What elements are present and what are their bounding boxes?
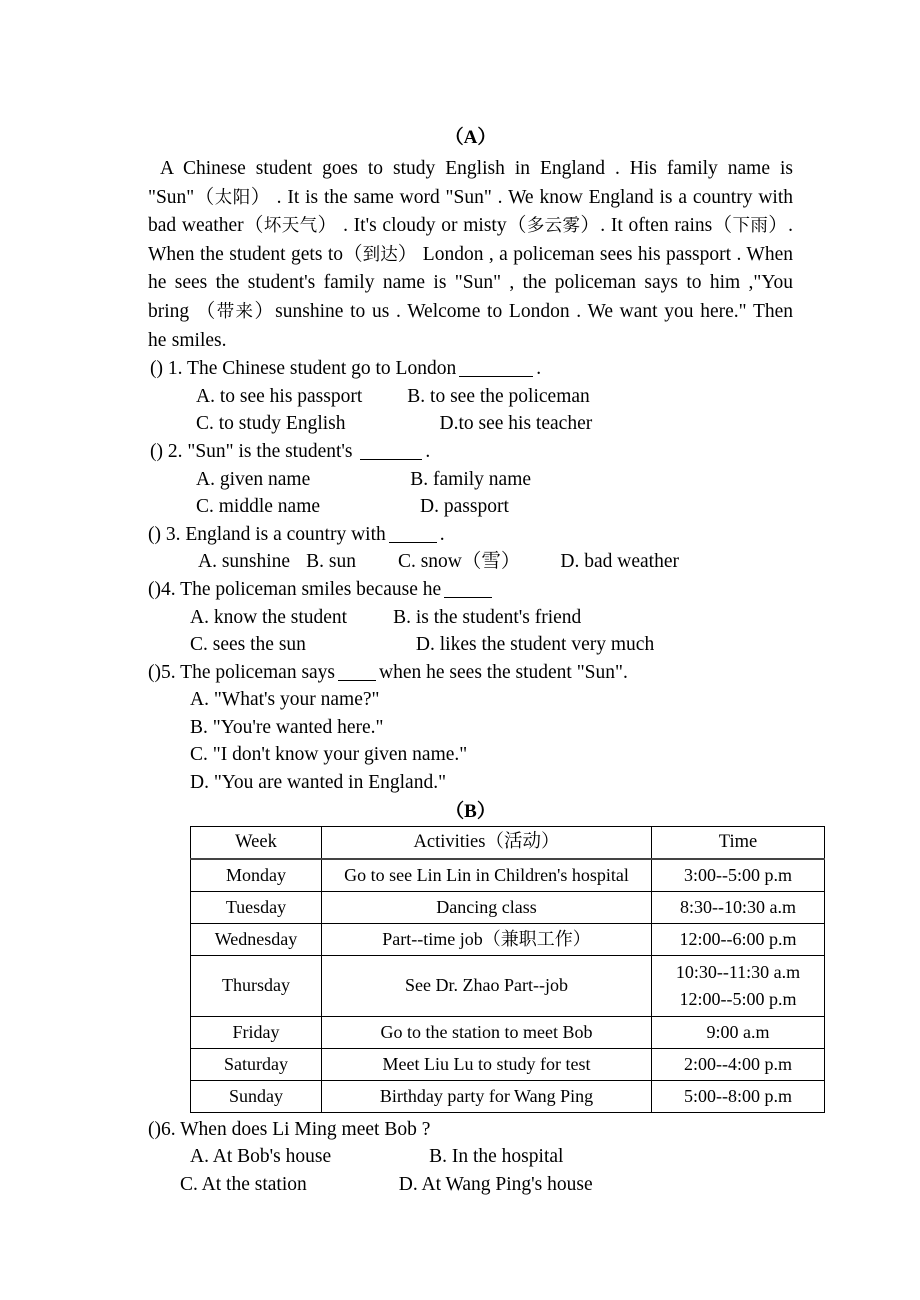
cell-day: Sunday (191, 1080, 322, 1112)
table-row (191, 1080, 825, 1112)
question-2-options-row-2 (148, 493, 793, 521)
option-2-A[interactable]: A. given name (196, 468, 311, 490)
table-row (191, 1016, 825, 1048)
cell-time (652, 955, 825, 1016)
question-5-blank[interactable] (338, 680, 376, 681)
passage-seg: ） . It's cloudy or misty（ (317, 215, 527, 237)
table-row (191, 891, 825, 923)
question-3-stem (148, 521, 793, 549)
question-1-blank[interactable] (459, 376, 533, 377)
cell-day: Monday (191, 859, 322, 892)
passage-seg: ）. It often rains（ (580, 215, 733, 237)
table-header-row (191, 826, 825, 859)
question-1-text: The Chinese student go to London (187, 358, 457, 380)
cell-time-line-2: 12:00--5:00 p.m (679, 988, 797, 1009)
question-2-number: 2. (167, 440, 183, 462)
question-5-tail: when he sees the student "Sun". (379, 661, 628, 683)
cell-day: Thursday (191, 955, 322, 1016)
table-row (191, 955, 825, 1016)
passage-gloss-huaitianqi: 坏天气 (263, 216, 318, 237)
option-3-D[interactable]: D. bad weather (560, 551, 679, 573)
cell-activity: Part--time job（兼职工作） (322, 923, 652, 955)
option-3-A[interactable]: A. sunshine (198, 551, 291, 573)
question-3-number: 3. (165, 523, 181, 545)
option-4-C[interactable]: C. sees the sun (190, 634, 306, 656)
question-4-number: 4. (161, 578, 176, 600)
option-2-C[interactable]: C. middle name (196, 496, 321, 518)
cell-time: 5:00--8:00 p.m (652, 1080, 825, 1112)
passage-gloss-taiyang: 太阳 (214, 187, 251, 208)
section-b-heading: （B） (445, 800, 496, 822)
passage-gloss-daoda: 到达 (362, 244, 398, 265)
question-1-period: . (536, 358, 542, 380)
table-row (191, 859, 825, 892)
question-4-options-row-2 (148, 631, 793, 659)
cell-activity: See Dr. Zhao Part--job (322, 955, 652, 1016)
cell-day: Saturday (191, 1048, 322, 1080)
cell-time: 9:00 a.m (652, 1016, 825, 1048)
reading-passage-a (148, 155, 793, 355)
passage-seg: ） . It is the same word "Sun" . We know England is a country with bad weather（ (148, 186, 793, 237)
cell-day: Friday (191, 1016, 322, 1048)
cell-activity: Dancing class (322, 891, 652, 923)
option-5-A[interactable]: A. "What's your name?" (190, 689, 380, 711)
question-6-number: 6. (161, 1118, 176, 1140)
cell-time: 2:00--4:00 p.m (652, 1048, 825, 1080)
option-4-B[interactable]: B. is the student's friend (393, 606, 582, 628)
question-2-options-row-1 (148, 466, 793, 494)
cell-activity: Meet Liu Lu to study for test (322, 1048, 652, 1080)
option-1-C[interactable]: C. to study English (196, 413, 346, 435)
option-3-B[interactable]: B. sun (306, 551, 356, 573)
question-1-options-row-1 (148, 383, 793, 411)
question-4-marker[interactable]: () (148, 578, 161, 600)
schedule-table-wrapper (190, 826, 801, 1113)
table-row (191, 923, 825, 955)
question-5-stem (148, 659, 793, 687)
passage-gloss-duoyunwu: 多云雾 (526, 216, 581, 237)
question-5-option-D-row (148, 769, 793, 797)
question-6-options-row-1 (148, 1143, 793, 1171)
question-3-marker[interactable]: () (148, 523, 161, 545)
question-2-period: . (425, 440, 431, 462)
question-4-blank[interactable] (444, 597, 492, 598)
option-5-B[interactable]: B. "You're wanted here." (190, 716, 384, 738)
question-4-text: The policeman smiles because he (180, 578, 442, 600)
question-1-options-row-2 (148, 410, 793, 438)
question-6-text: When does Li Ming meet Bob ? (180, 1118, 431, 1140)
question-3-period: . (439, 523, 445, 545)
cell-time: 12:00--6:00 p.m (652, 923, 825, 955)
cell-day: Wednesday (191, 923, 322, 955)
question-5-option-C-row (148, 741, 793, 769)
option-4-D[interactable]: D. likes the student very much (415, 634, 655, 656)
question-4-options-row-1 (148, 604, 793, 632)
passage-seg: ）sunshine to us . Welcome to London . We want you here." Then he smiles. (148, 300, 794, 351)
option-5-D[interactable]: D. "You are wanted in England." (190, 772, 447, 794)
question-6-stem (148, 1116, 793, 1144)
document-content (148, 126, 801, 1198)
option-1-D[interactable]: D.to see his teacher (439, 413, 593, 435)
option-4-A[interactable]: A. know the student (190, 606, 348, 628)
cell-day: Tuesday (191, 891, 322, 923)
option-6-A[interactable]: A. At Bob's house (190, 1146, 332, 1168)
schedule-table (190, 826, 825, 1113)
cell-activity: Birthday party for Wang Ping (322, 1080, 652, 1112)
question-2-blank[interactable] (360, 459, 422, 460)
option-2-B[interactable]: B. family name (410, 468, 532, 490)
passage-gloss-xiayu: 下雨 (732, 216, 769, 237)
question-5-marker[interactable]: () (148, 661, 161, 683)
cell-time: 8:30--10:30 a.m (652, 891, 825, 923)
question-6-options-row-2 (148, 1171, 793, 1199)
option-6-D[interactable]: D. At Wang Ping's house (398, 1173, 593, 1195)
question-5-text: The policeman says (180, 661, 336, 683)
header-week: Week (191, 826, 322, 859)
passage-seg: A Chinese student goes to study English in England . His family name is "Sun"（ (148, 158, 793, 208)
question-5-number: 5. (161, 661, 176, 683)
question-2-stem (148, 438, 793, 466)
header-activities: Activities（活动） (322, 826, 652, 859)
passage-seg: ）. When the student gets to（ (148, 215, 793, 265)
option-1-B[interactable]: B. to see the policeman (407, 385, 590, 407)
question-4-stem (148, 576, 793, 604)
question-1-marker[interactable]: () (150, 358, 163, 380)
section-a-heading: （A） (444, 127, 497, 148)
question-3-text: England is a country with (185, 523, 386, 545)
table-row (191, 1048, 825, 1080)
header-time: Time (652, 826, 825, 859)
question-1-stem (148, 355, 793, 383)
question-5-option-B-row (148, 714, 793, 742)
passage-gloss-dailai: 带来 (216, 301, 255, 322)
option-5-C[interactable]: C. "I don't know your given name." (190, 744, 468, 766)
cell-time: 3:00--5:00 p.m (652, 859, 825, 892)
question-2-marker[interactable]: () (150, 440, 163, 462)
question-6-marker[interactable]: () (148, 1118, 161, 1140)
question-1-number: 1. (167, 358, 183, 380)
option-6-B[interactable]: B. In the hospital (429, 1146, 564, 1168)
question-2-text: "Sun" is the student's (187, 440, 353, 462)
question-3-options-row-1 (148, 548, 793, 576)
option-3-C[interactable]: C. snow（雪） (397, 551, 521, 573)
cell-activity: Go to see Lin Lin in Children's hospital (322, 859, 652, 892)
question-5-option-A-row (148, 686, 793, 714)
option-6-C[interactable]: C. At the station (180, 1173, 307, 1195)
cell-time-line-1: 10:30--11:30 a.m (675, 961, 801, 982)
cell-activity: Go to the station to meet Bob (322, 1016, 652, 1048)
passage-seg: ） London , a policeman sees his passport . When he sees the student's family name is "Sun" , the policeman says to him ,"You bring （ (148, 243, 793, 322)
question-3-blank[interactable] (389, 542, 437, 543)
option-1-A[interactable]: A. to see his passport (196, 385, 363, 407)
option-2-D[interactable]: D. passport (420, 496, 509, 518)
